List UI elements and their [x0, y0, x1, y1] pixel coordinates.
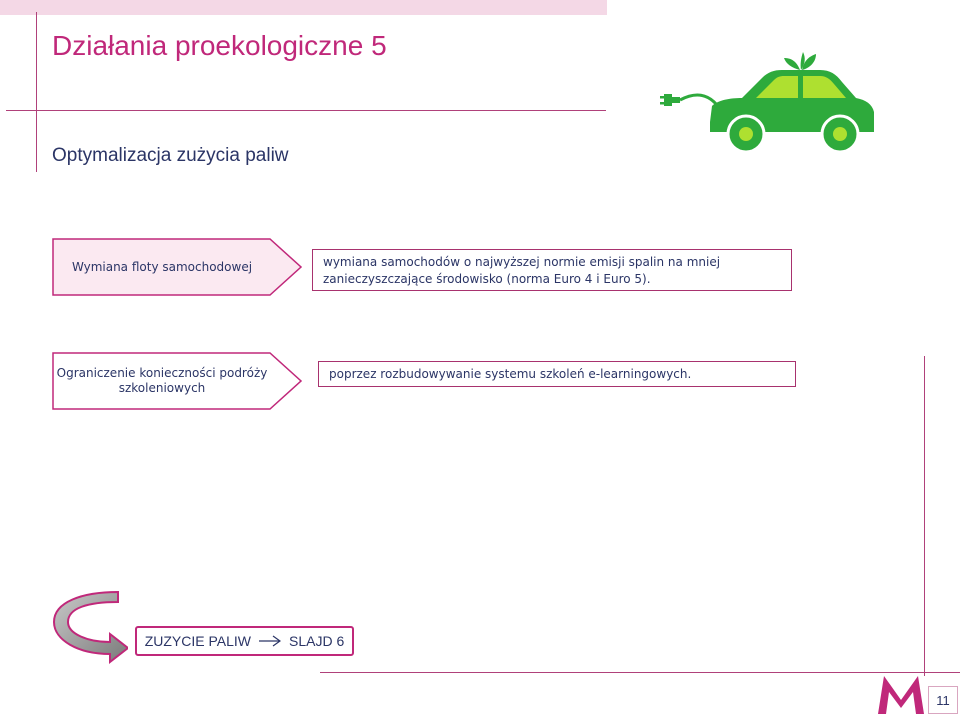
- page-number: 11: [928, 686, 958, 714]
- bottom-line: [320, 672, 960, 673]
- top-accent-bar: [0, 0, 607, 15]
- description-text: poprzez rozbudowywanie systemu szkoleń e-learningowych.: [329, 367, 692, 381]
- navigation-link-slide-6[interactable]: [135, 626, 354, 656]
- description-box-fleet: [312, 249, 792, 291]
- title-underline: [6, 110, 606, 111]
- chevron-label-fleet: [52, 238, 302, 296]
- nav-from-label: ZUZYCIE PALIW: [144, 633, 252, 649]
- arrow-right-icon: [259, 635, 281, 647]
- page-title: Działania proekologiczne 5: [52, 30, 387, 61]
- nav-to-label: SLAJD 6: [289, 633, 345, 649]
- eco-electric-car-icon: [660, 52, 880, 154]
- chevron-label-text: Wymiana floty samochodowej: [71, 259, 253, 274]
- right-vertical-line: [924, 356, 925, 676]
- chevron-label-travel: [52, 352, 302, 410]
- m-logo-icon: [876, 674, 926, 716]
- left-vertical-line: [36, 12, 37, 172]
- description-text: wymiana samochodów o najwyższej normie emisji spalin na mniej zanieczyszczające środowisko (norma Euro 4 i Euro 5).: [323, 255, 721, 286]
- chevron-label-text: Ograniczenie konieczności podróży szkoleniowych: [56, 366, 268, 395]
- description-box-travel: [318, 361, 796, 387]
- page-subtitle: Optymalizacja zużycia paliw: [52, 145, 289, 166]
- curved-return-arrow-icon[interactable]: [48, 586, 128, 666]
